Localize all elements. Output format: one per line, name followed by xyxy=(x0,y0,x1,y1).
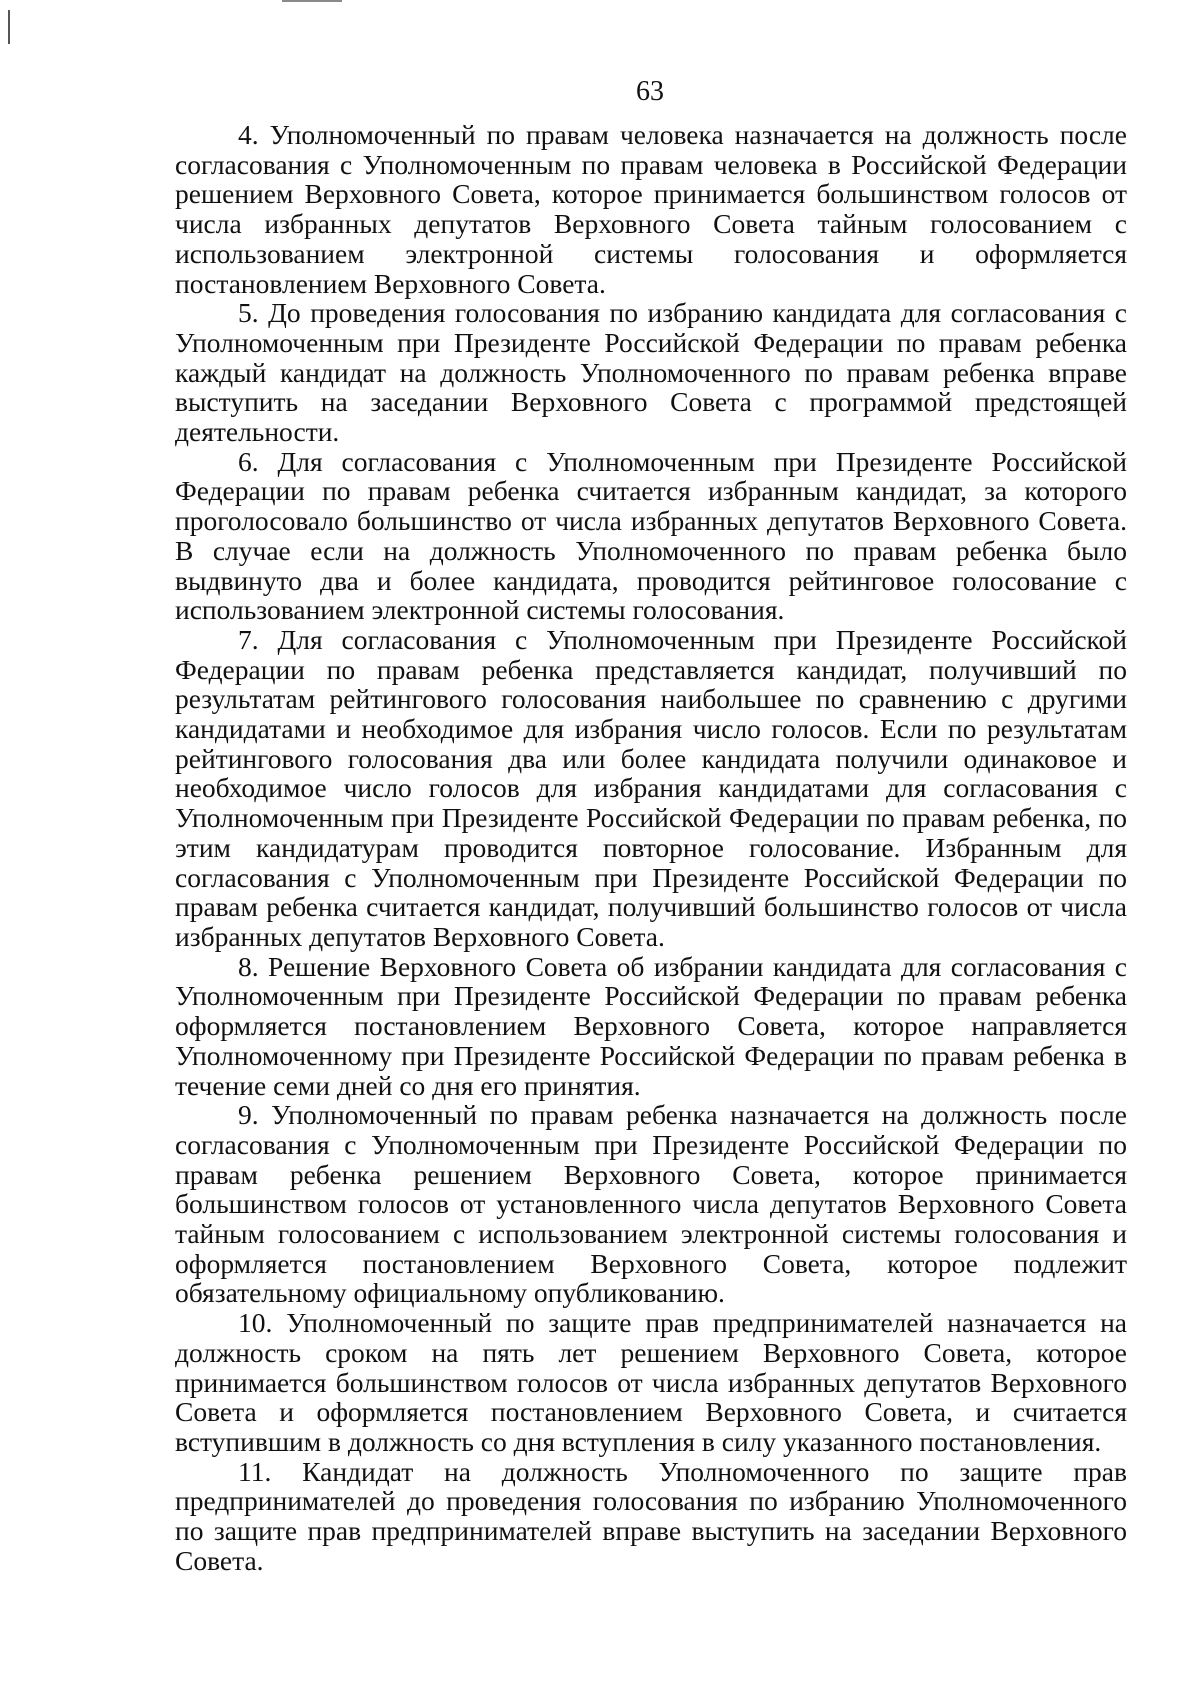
paragraph-6: 6. Для согласования с Уполномоченным при Президенте Российской Федерации по правам ребенка считается избранным кандидат, за которого проголосовало большинство от числа избранных депутатов Верховного Совета. В случае если на должность Уполномоченного по правам ребенка было выдвинуто два и более кандидата, проводится рейтинговое голосование с использованием электронной системы голосования. xyxy=(175,445,1127,626)
scan-artifact-left xyxy=(8,10,10,44)
paragraph-10: 10. Уполномоченный по защите прав предпринимателей назначается на должность сроком на пять лет решением Верховного Совета, которое принимается большинством голосов от числа избранных депутатов Верховного Совета и оформляется постановлением Верховного Совета, и считается вступившим в должность со дня вступления в силу указанного постановления. xyxy=(175,1307,1127,1457)
paragraph-4: 4. Уполномоченный по правам человека назначается на должность после согласования с Уполномоченным по правам человека в Российской Федерации решением Верховного Совета, которое принимается большинством голосов от числа избранных депутатов Верховного Совета тайным голосованием с использованием электронной системы голосования и оформляется постановлением Верховного Совета. xyxy=(175,119,1127,299)
page-number: 63 xyxy=(636,76,664,107)
paragraph-8: 8. Решение Верховного Совета об избрании кандидата для согласования с Уполномоченным при Президенте Российской Федерации по правам ребенка оформляется постановлением Верховного Совета, которое направляется Уполномоченному при Президенте Российской Федерации по правам ребенка в течение семи дней со дня его принятия. xyxy=(175,950,1127,1101)
paragraph-7: 7. Для согласования с Уполномоченным при Президенте Российской Федерации по правам ребенка представляется кандидат, получивший по результатам рейтингового голосования наибольшее по сравнению с другими кандидатами и необходимое для избрания число голосов. Если по результатам рейтингового голосования два или более кандидата получили одинаковое и необходимое число голосов для избрания кандидатами для согласования с Уполномоченным при Президенте Российской Федерации по правам ребенка, по этим кандидатурам проводится повторное голосование. Избранным для согласования с Уполномоченным при Президенте Российской Федерации по правам ребенка считается кандидат, получивший большинство голосов от числа избранных депутатов Верховного Совета. xyxy=(175,623,1127,952)
document-body xyxy=(175,120,1127,1575)
paragraph-11: 11. Кандидат на должность Уполномоченного по защите прав предпринимателей до проведения голосования по избранию Уполномоченного по защите прав предпринимателей вправе выступить на заседании Верховного Совета. xyxy=(175,1455,1127,1576)
paragraph-5: 5. До проведения голосования по избранию кандидата для согласования с Уполномоченным при Президенте Российской Федерации по правам ребенка каждый кандидат на должность Уполномоченного по правам ребенка вправе выступить на заседании Верховного Совета с программой предстоящей деятельности. xyxy=(175,297,1127,448)
scan-artifact-top xyxy=(282,0,342,2)
paragraph-9: 9. Уполномоченный по правам ребенка назначается на должность после согласования с Уполномоченным при Президенте Российской Федерации по правам ребенка решением Верховного Совета, которое принимается большинством голосов от установленного числа депутатов Верховного Совета тайным голосованием с использованием электронной системы голосования и оформляется постановлением Верховного Совета, которое подлежит обязательному официальному опубликованию. xyxy=(175,1099,1127,1309)
